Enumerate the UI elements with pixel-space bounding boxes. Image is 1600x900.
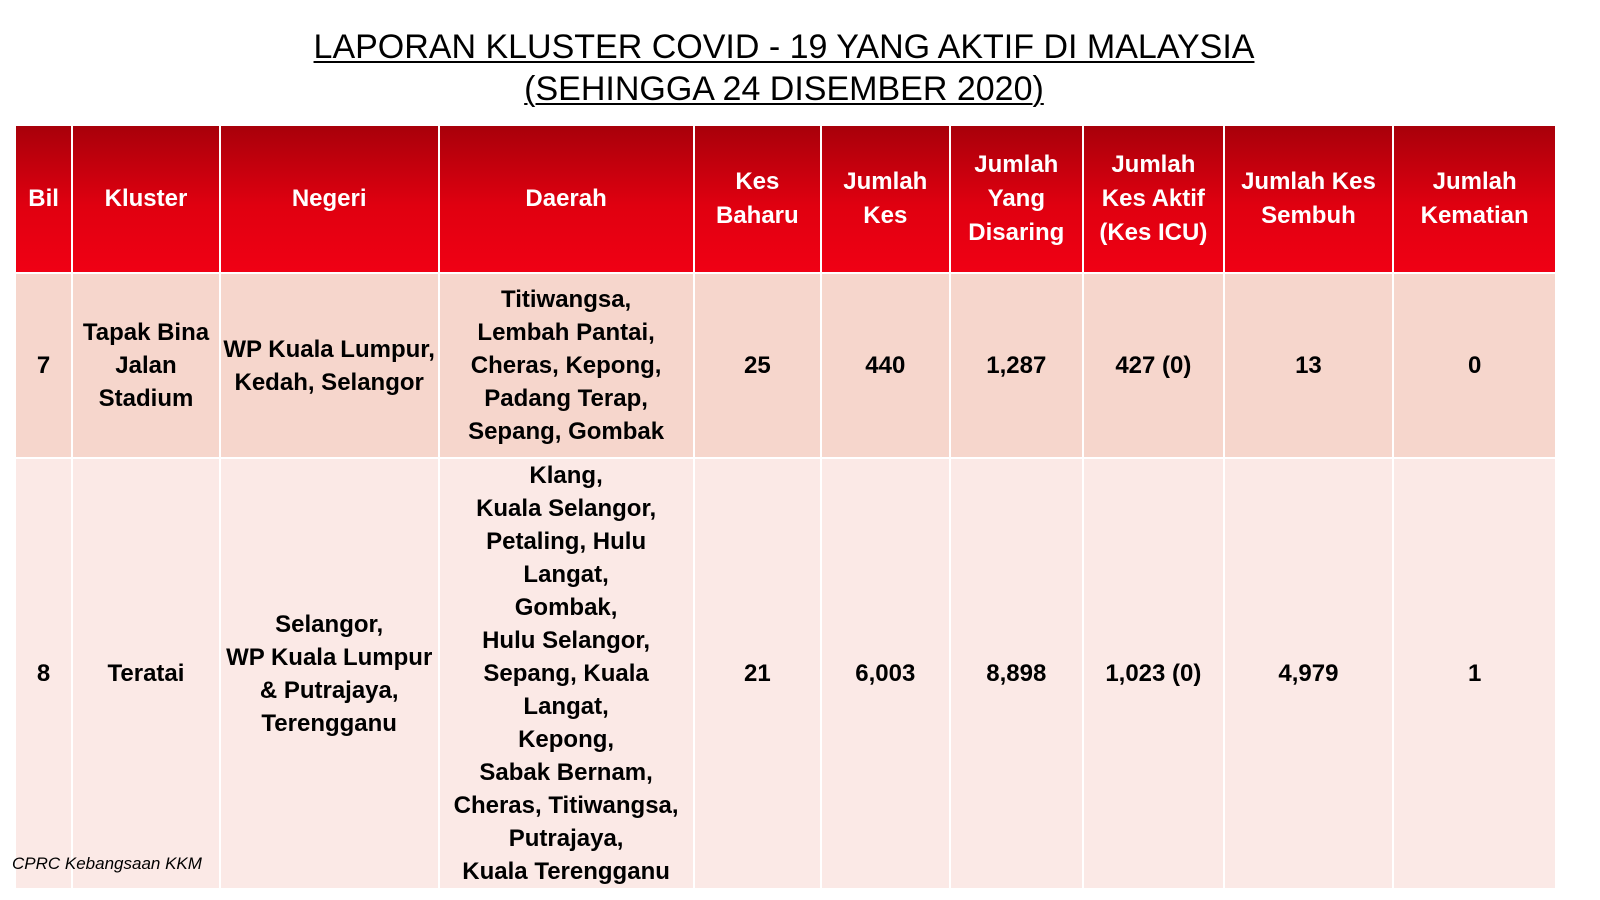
cell-bil: 8	[16, 459, 71, 888]
header-daerah: Daerah	[440, 126, 693, 272]
header-bil: Bil	[16, 126, 71, 272]
cell-jumlah-kes: 6,003	[822, 459, 948, 888]
header-jumlah-disaring: Jumlah Yang Disaring	[951, 126, 1083, 272]
cell-jumlah-disaring: 8,898	[951, 459, 1083, 888]
header-kluster: Kluster	[73, 126, 219, 272]
cell-jumlah-disaring: 1,287	[951, 274, 1083, 457]
cell-bil: 7	[16, 274, 71, 457]
table-row	[16, 274, 1555, 457]
title-line-1: LAPORAN KLUSTER COVID - 19 YANG AKTIF DI MALAYSIA	[313, 28, 1255, 66]
header-jumlah-kes-aktif: Jumlah Kes Aktif (Kes ICU)	[1084, 126, 1223, 272]
cell-daerah: Klang, Kuala Selangor, Petaling, Hulu Langat, Gombak, Hulu Selangor, Sepang, Kuala Langat, Kepong, Sabak Bernam, Cheras, Titiwangsa, Putrajaya, Kuala Terengganu	[440, 459, 693, 888]
header-kes-baharu: Kes Baharu	[695, 126, 820, 272]
cell-negeri: WP Kuala Lumpur, Kedah, Selangor	[221, 274, 438, 457]
cell-jumlah-kes: 440	[822, 274, 948, 457]
cell-jumlah-kes-sembuh: 4,979	[1225, 459, 1393, 888]
cluster-report-table	[14, 124, 1557, 890]
page-title	[0, 26, 1568, 110]
header-jumlah-kes-sembuh: Jumlah Kes Sembuh	[1225, 126, 1393, 272]
cell-jumlah-kes-aktif: 427 (0)	[1084, 274, 1223, 457]
header-jumlah-kes: Jumlah Kes	[822, 126, 948, 272]
cell-kes-baharu: 25	[695, 274, 820, 457]
title-line-2: (SEHINGGA 24 DISEMBER 2020)	[524, 70, 1044, 108]
cell-jumlah-kes-sembuh: 13	[1225, 274, 1393, 457]
cell-kes-baharu: 21	[695, 459, 820, 888]
table-header-row	[16, 126, 1555, 272]
cell-negeri: Selangor, WP Kuala Lumpur & Putrajaya, Terengganu	[221, 459, 438, 888]
cell-jumlah-kes-aktif: 1,023 (0)	[1084, 459, 1223, 888]
source-footnote: CPRC Kebangsaan KKM	[12, 854, 202, 873]
cell-kluster: Tapak Bina Jalan Stadium	[73, 274, 219, 457]
cell-daerah: Titiwangsa, Lembah Pantai, Cheras, Kepong, Padang Terap, Sepang, Gombak	[440, 274, 693, 457]
header-jumlah-kematian: Jumlah Kematian	[1394, 126, 1555, 272]
cell-jumlah-kematian: 1	[1394, 459, 1555, 888]
header-negeri: Negeri	[221, 126, 438, 272]
table-row	[16, 459, 1555, 888]
cell-kluster: Teratai	[73, 459, 219, 888]
cell-jumlah-kematian: 0	[1394, 274, 1555, 457]
